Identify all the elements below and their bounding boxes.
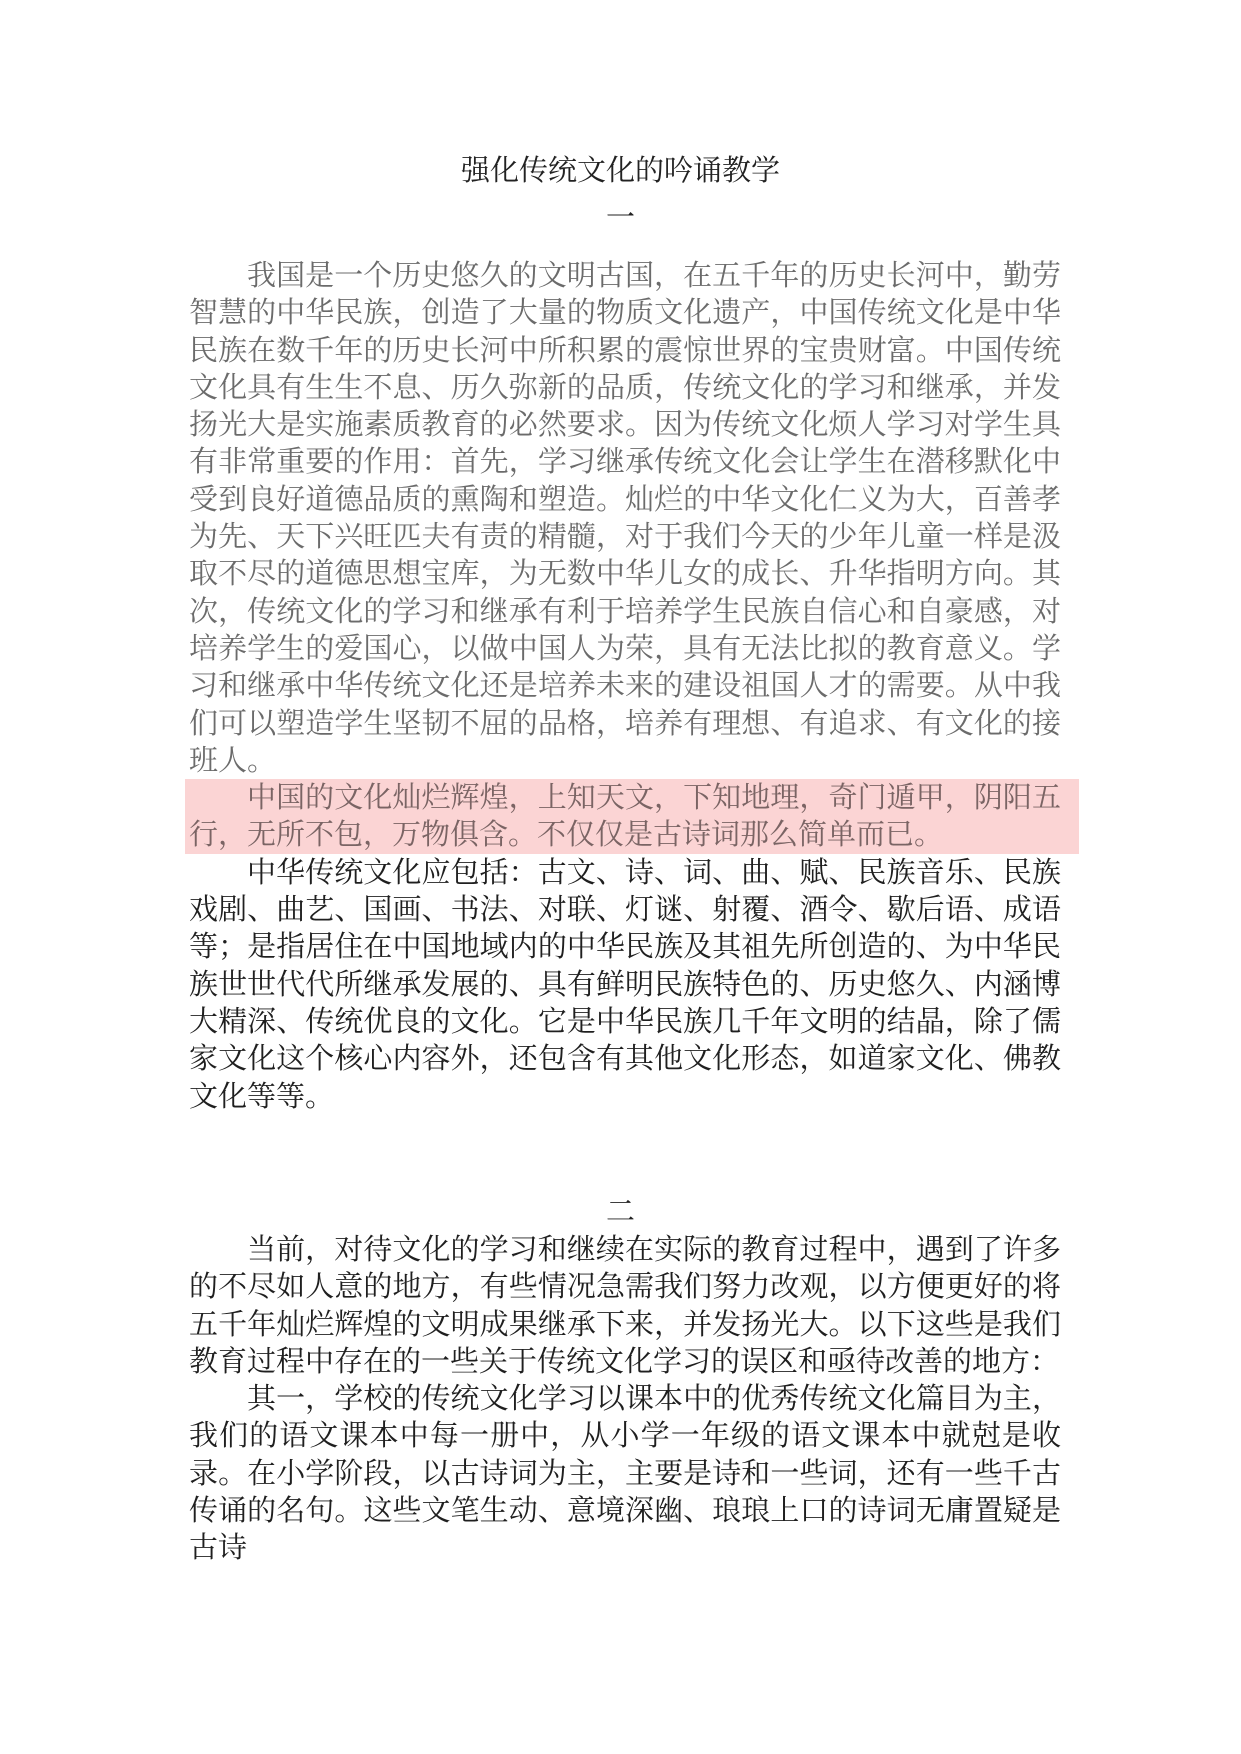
section-1-body [189,257,1061,1115]
paragraph: 其一，学校的传统文化学习以课本中的优秀传统文化篇目为主，我们的语文课本中每一册中，从小学一年级的语文课本中就尅是收录。在小学阶段，以古诗词为主，主要是诗和一些词，还有一些千古传诵的名句。这些文笔生动、意境深幽、琅琅上口的诗词无庸置疑是古诗 [189,1381,1061,1565]
section-heading-2: 二 [605,1194,635,1228]
paragraph: 我国是一个历史悠久的文明古国，在五千年的历史长河中，勤劳智慧的中华民族，创造了大量的物质文化遗产，中国传统文化是中华民族在数千年的历史长河中所积累的震惊世界的宝贵财富。中国传统文化具有生生不息、历久弥新的品质，传统文化的学习和继承，并发扬光大是实施素质教育的必然要求。因为传统文化烦人学习对学生具有非常重要的作用：首先，学习继承传统文化会让学生在潜移默化中受到良好道德品质的熏陶和塑造。灿烂的中华文化仁义为大，百善孝为先、天下兴旺匹夫有责的精髓，对于我们今天的少年儿童一样是汲取不尽的道德思想宝库，为无数中华儿女的成长、升华指明方向。其次，传统文化的学习和继承有利于培养学生民族自信心和自豪感，对培养学生的爱国心，以做中国人为荣，具有无法比拟的教育意义。学习和继承中华传统文化还是培养未来的建设祖国人才的需要。从中我们可以塑造学生坚韧不屈的品格，培养有理想、有追求、有文化的接班人。 [189,258,1061,777]
section-2-body [189,1231,1061,1567]
paragraph: 中华传统文化应包括：古文、诗、词、曲、赋、民族音乐、民族戏剧、曲艺、国画、书法、对联、灯谜、射覆、酒令、歇后语、成语等；是指居住在中国地域内的中华民族及其祖先所创造的、为中华民族世世代代所继承发展的、具有鲜明民族特色的、历史悠久、内涵博大精深、传统优良的文化。它是中华民族几千年文明的结晶，除了儒家文化这个核心内容外，还包含有其他文化形态，如道家文化、佛教文化等等。 [189,854,1061,1113]
highlighted-paragraph: 中国的文化灿烂辉煌，上知天文，下知地理，奇门遁甲，阴阳五行，无所不包，万物俱含。不仅仅是古诗词那么简单而已。 [185,779,1079,854]
paragraph: 当前，对待文化的学习和继续在实际的教育过程中，遇到了许多的不尽如人意的地方，有些情况急需我们努力改观，以方便更好的将五千年灿烂辉煌的文明成果继承下来，并发扬光大。以下这些是我们教育过程中存在的一些关于传统文化学习的误区和亟待改善的地方： [189,1232,1061,1378]
section-heading-1: 一 [605,200,635,234]
document-title: 强化传统文化的吟诵教学 [460,153,780,187]
